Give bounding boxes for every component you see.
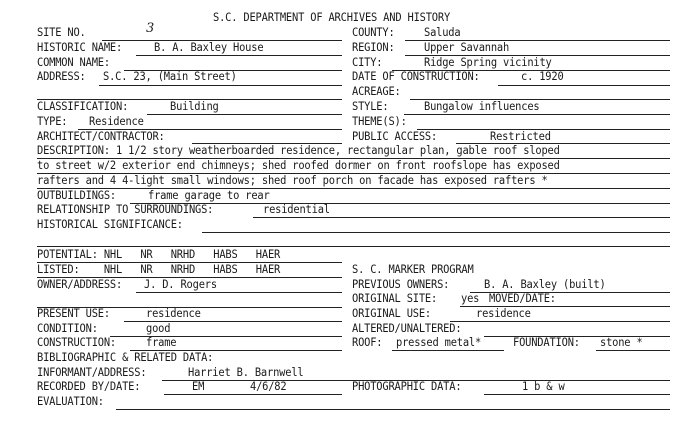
county-label: COUNTY: bbox=[352, 26, 395, 39]
public-access-value: Restricted bbox=[490, 130, 551, 143]
foundation-value: stone * bbox=[600, 336, 643, 349]
county-value: Saluda bbox=[424, 26, 461, 39]
foundation-label: FOUNDATION: bbox=[513, 336, 580, 349]
city-value: Ridge Spring vicinity bbox=[424, 56, 552, 69]
classification-value: Building bbox=[170, 100, 219, 113]
original-use-label: ORIGINAL USE: bbox=[352, 307, 432, 320]
architect-label: ARCHITECT/CONTRACTOR: bbox=[37, 130, 165, 143]
relationship-label: RELATIONSHIP TO SURROUNDINGS: bbox=[37, 203, 214, 216]
owner-address-label: OWNER/ADDRESS: bbox=[37, 278, 123, 291]
moved-date-label: MOVED/DATE: bbox=[489, 292, 556, 305]
potential-row: POTENTIAL: NHL NR NRHD HABS HAER bbox=[37, 248, 281, 261]
recorded-by-label: RECORDED BY/DATE: bbox=[37, 380, 141, 393]
date-of-construction-line bbox=[498, 85, 670, 86]
historical-significance-line-1 bbox=[202, 232, 670, 233]
historic-name-line bbox=[136, 55, 342, 56]
present-use-value: residence bbox=[146, 307, 201, 320]
original-use-value: residence bbox=[476, 307, 531, 320]
description-line-2: to street w/2 exterior end chimneys; shed roofed dormer on front roofslope has exposed bbox=[37, 159, 560, 172]
roof-line bbox=[392, 350, 504, 351]
style-line bbox=[404, 114, 670, 115]
evaluation-line bbox=[116, 409, 670, 410]
historic-name-value: B. A. Baxley House bbox=[154, 41, 264, 54]
bibliographic-label: BIBLIOGRAPHIC & RELATED DATA: bbox=[37, 351, 214, 364]
common-name-label: COMMON NAME: bbox=[37, 56, 110, 69]
informant-value: Harriet B. Barnwell bbox=[188, 366, 304, 379]
recorded-by-value: EM bbox=[192, 380, 205, 393]
type-label: TYPE: bbox=[37, 115, 68, 128]
original-site-label: ORIGINAL SITE: bbox=[352, 292, 438, 305]
classification-line bbox=[147, 114, 342, 115]
classification-label: CLASSIFICATION: bbox=[37, 100, 129, 113]
photographic-data-line bbox=[484, 394, 670, 395]
condition-label: CONDITION: bbox=[37, 322, 98, 335]
historic-name-label: HISTORIC NAME: bbox=[37, 41, 123, 54]
site-no-label: SITE NO. bbox=[37, 26, 86, 39]
theme-label: THEME(S): bbox=[352, 115, 407, 128]
previous-owners-label: PREVIOUS OWNERS: bbox=[352, 278, 450, 291]
condition-line bbox=[110, 336, 342, 337]
owner-address-value: J. D. Rogers bbox=[144, 278, 217, 291]
date-of-construction-label: DATE OF CONSTRUCTION: bbox=[352, 70, 480, 83]
relationship-line bbox=[253, 217, 670, 218]
style-value: Bungalow influences bbox=[424, 100, 540, 113]
address-label: ADDRESS: bbox=[37, 70, 86, 83]
marker-program-heading: S. C. MARKER PROGRAM bbox=[352, 263, 474, 276]
public-access-label: PUBLIC ACCESS: bbox=[352, 130, 438, 143]
description-line-3: rafters and 4 4-light small windows; shed roof porch on facade has exposed rafters * bbox=[37, 174, 548, 187]
city-label: CITY: bbox=[352, 56, 383, 69]
altered-label: ALTERED/UNALTERED: bbox=[352, 322, 462, 335]
recorded-by-line bbox=[164, 394, 342, 395]
description-rule-3 bbox=[37, 188, 670, 189]
previous-owners-value: B. A. Baxley (built) bbox=[484, 278, 606, 291]
listed-row: LISTED: NHL NR NRHD HABS HAER bbox=[37, 263, 281, 276]
construction-value: frame bbox=[146, 336, 177, 349]
acreage-label: ACREAGE: bbox=[352, 85, 401, 98]
address-value: S.C. 23, (Main Street) bbox=[103, 70, 237, 83]
evaluation-label: EVALUATION: bbox=[37, 395, 104, 408]
site-no-value: 3 bbox=[146, 21, 155, 36]
style-label: STYLE: bbox=[352, 100, 389, 113]
region-value: Upper Savannah bbox=[424, 41, 510, 54]
description-line-1: DESCRIPTION: 1 1/2 story weatherboarded residence, rectangular plan, gable roof sloped bbox=[37, 144, 560, 157]
informant-label: INFORMANT/ADDRESS: bbox=[37, 366, 147, 379]
form-title: S.C. DEPARTMENT OF ARCHIVES AND HISTORY bbox=[213, 11, 451, 24]
photographic-data-label: PHOTOGRAPHIC DATA: bbox=[352, 380, 462, 393]
outbuildings-value: frame garage to rear bbox=[148, 189, 270, 202]
original-site-value: yes bbox=[461, 292, 480, 305]
historical-significance-line-2 bbox=[37, 246, 670, 247]
date-of-construction-value: c. 1920 bbox=[521, 70, 564, 83]
type-value: Residence bbox=[89, 115, 144, 128]
relationship-value: residential bbox=[263, 203, 330, 216]
foundation-line bbox=[596, 350, 670, 351]
recorded-date-value: 4/6/82 bbox=[250, 380, 287, 393]
construction-label: CONSTRUCTION: bbox=[37, 336, 117, 349]
address-line bbox=[99, 85, 342, 86]
present-use-label: PRESENT USE: bbox=[37, 307, 110, 320]
historical-significance-label: HISTORICAL SIGNIFICANCE: bbox=[37, 218, 183, 231]
outbuildings-label: OUTBUILDINGS: bbox=[37, 189, 117, 202]
region-label: REGION: bbox=[352, 41, 395, 54]
original-use-line bbox=[450, 321, 670, 322]
photographic-data-value: 1 b & w bbox=[522, 380, 565, 393]
condition-value: good bbox=[146, 322, 171, 335]
roof-value: pressed metal* bbox=[396, 336, 482, 349]
owner-address-line bbox=[136, 292, 342, 293]
roof-label: ROOF: bbox=[352, 336, 383, 349]
